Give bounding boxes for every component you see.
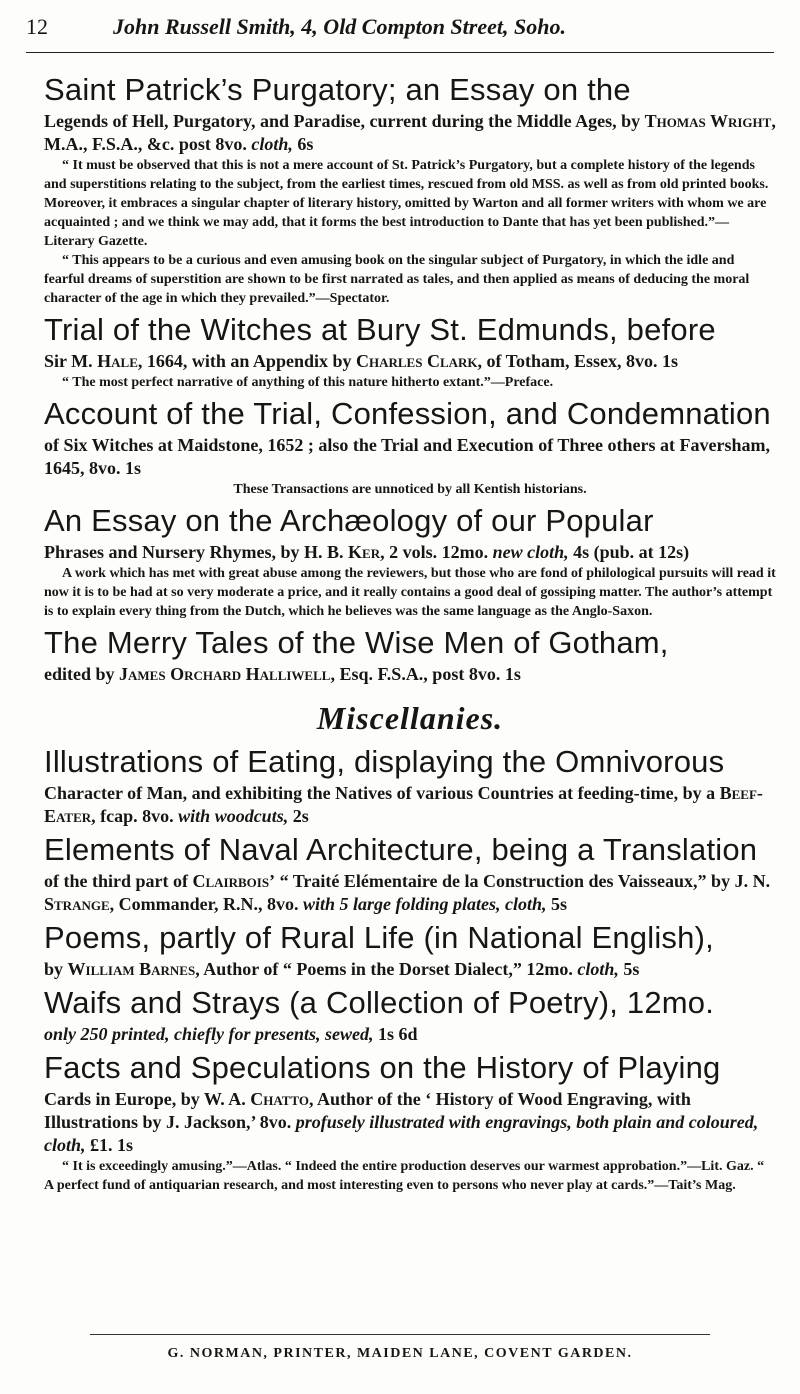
price: 5s [623,959,640,979]
author-name: James Orchard Halliwell [119,664,331,684]
entry-description: Cards in Europe, by W. A. Chatto, Author of the ‘ History of Wood Engraving, with Illustrations by J. Jackson,’ 8vo. profusely illustrated with engravings, both plain and coloured, cloth, £1. 1s [44,1089,759,1155]
review-quote: “ It must be observed that this is not a mere account of St. Patrick’s Purgatory, but a complete history of the legends and superstitions relating to the subject, from the earliest times, rescued from old MSS. as well as from old printed books. Moreover, it embraces a singular chapter of literary history, omitted by Warton and all former writers with whom we are acquainted ; and we think we may add, that it forms the best introduction to Dante that has yet been published.”—Literary Gazette. [44,158,769,249]
footer-rule [90,1334,710,1335]
author-name: Strange [44,894,110,914]
binding: profusely illustrated with engravings, both plain and coloured, cloth, [44,1112,759,1155]
entry-title: Elements of Naval Architecture, being a Translation [44,832,758,867]
entry-description: Character of Man, and exhibiting the Natives of various Countries at feeding-time, by a Beef-Eater, fcap. 8vo. with woodcuts, 2s [44,783,763,826]
catalogue-entry [44,310,776,392]
catalogue-entries [44,70,776,1197]
price: 2s [292,806,309,826]
entry-title: Poems, partly of Rural Life (in National English), [44,920,714,955]
entry-description: by William Barnes, Author of “ Poems in the Dorset Dialect,” 12mo. cloth, 5s [44,959,640,979]
header-rule [26,52,774,53]
catalogue-entry [44,742,776,828]
entry-title: The Merry Tales of the Wise Men of Gotham, [44,625,669,660]
catalogue-entry [44,501,776,621]
entry-note: These Transactions are unnoticed by all Kentish historians. [233,482,587,497]
binding: new cloth, [492,542,569,562]
entry-description [44,1023,776,1046]
binding: cloth, [577,959,619,979]
entry-title: Saint Patrick’s Purgatory; an Essay on the [44,72,631,107]
entry-description: edited by James Orchard Halliwell, Esq. F.S.A., post 8vo. 1s [44,664,521,684]
author-name: Chatto [250,1089,310,1109]
printer-imprint: G. NORMAN, PRINTER, MAIDEN LANE, COVENT GARDEN. [167,1346,633,1361]
catalogue-entry [44,394,776,499]
entry-description: of Six Witches at Maidstone, 1652 ; also the Trial and Execution of Three others at Faversham, 1645, 8vo. 1s [44,435,770,478]
price: £1. 1s [90,1135,134,1155]
entry-description: Legends of Hell, Purgatory, and Paradise, current during the Middle Ages, by Thomas Wright, M.A., F.S.A., &c. post 8vo. cloth, 6s [44,111,776,154]
catalogue-entry [44,830,776,916]
price: 6s [297,134,314,154]
author-name: Hale [97,351,138,371]
binding: only 250 printed, chiefly for presents, sewed, [44,1024,374,1044]
price: 4s (pub. at 12s) [573,542,690,562]
author-name: Charles Clark [355,351,478,371]
price: 5s [551,894,568,914]
page-number: 12 [26,14,48,39]
binding: cloth, [251,134,293,154]
author-name: Thomas Wright [644,111,772,131]
author-name: Clairbois’ [192,871,276,891]
catalogue-entry [44,70,776,308]
author-name: Ker [348,542,381,562]
section-heading: Miscellanies. [316,700,504,736]
author-name: Beef-Eater [44,783,763,826]
review-quote: A work which has met with great abuse among the reviewers, but those who are fond of philological pursuits will read it now it is to be had at so very moderate a price, and it really contains a good deal of gossiping matter. The author’s attempt is to explain every thing from the Dutch, which he believes was the same language as the Anglo-Saxon. [44,566,776,619]
running-title: John Russell Smith, 4, Old Compton Street, Soho. [113,14,566,39]
entry-title: Waifs and Strays (a Collection of Poetry), 12mo. [44,985,715,1020]
catalogue-entry [44,1048,776,1195]
review-quote: “ This appears to be a curious and even amusing book on the singular subject of Purgatory, in which the idle and fearful dreams of superstition are shown to be first narrated as tales, and then applied as means of deducing the moral character of the age in which they prevailed.”—Spectator. [44,253,750,306]
catalogue-entry [44,623,776,686]
entry-description: Sir M. Hale, 1664, with an Appendix by Charles Clark, of Totham, Essex, 8vo. 1s [44,351,679,371]
entry-title: Illustrations of Eating, displaying the Omnivorous [44,744,725,779]
catalogue-entry [44,918,776,981]
page-header [26,14,772,44]
entry-title: An Essay on the Archæology of our Popular [44,503,654,538]
entry-title: Account of the Trial, Confession, and Condemnation [44,396,771,431]
entry-title: Facts and Speculations on the History of Playing [44,1050,721,1085]
catalogue-entry [44,983,776,1046]
review-quote: “ The most perfect narrative of anything of this nature hitherto extant.”—Preface. [62,375,554,390]
price: 1s 6d [377,1024,418,1044]
entry-description: of the third part of Clairbois’ “ Traité Elémentaire de la Construction des Vaisseaux,” by J. N. Strange, Commander, R.N., 8vo. with 5 large folding plates, cloth, 5s [44,871,771,914]
binding: with 5 large folding plates, cloth, [302,894,547,914]
entry-title: Trial of the Witches at Bury St. Edmunds, before [44,312,716,347]
entry-description: Phrases and Nursery Rhymes, by H. B. Ker, 2 vols. 12mo. new cloth, 4s (pub. at 12s) [44,542,690,562]
binding: with woodcuts, [178,806,289,826]
author-name: William Barnes [67,959,196,979]
review-quote: “ It is exceedingly amusing.”—Atlas. “ Indeed the entire production deserves our warmest approbation.”—Lit. Gaz. “ A perfect fund of antiquarian research, and most interesting even to persons who never play at cards.”—Tait’s Mag. [44,1159,765,1193]
